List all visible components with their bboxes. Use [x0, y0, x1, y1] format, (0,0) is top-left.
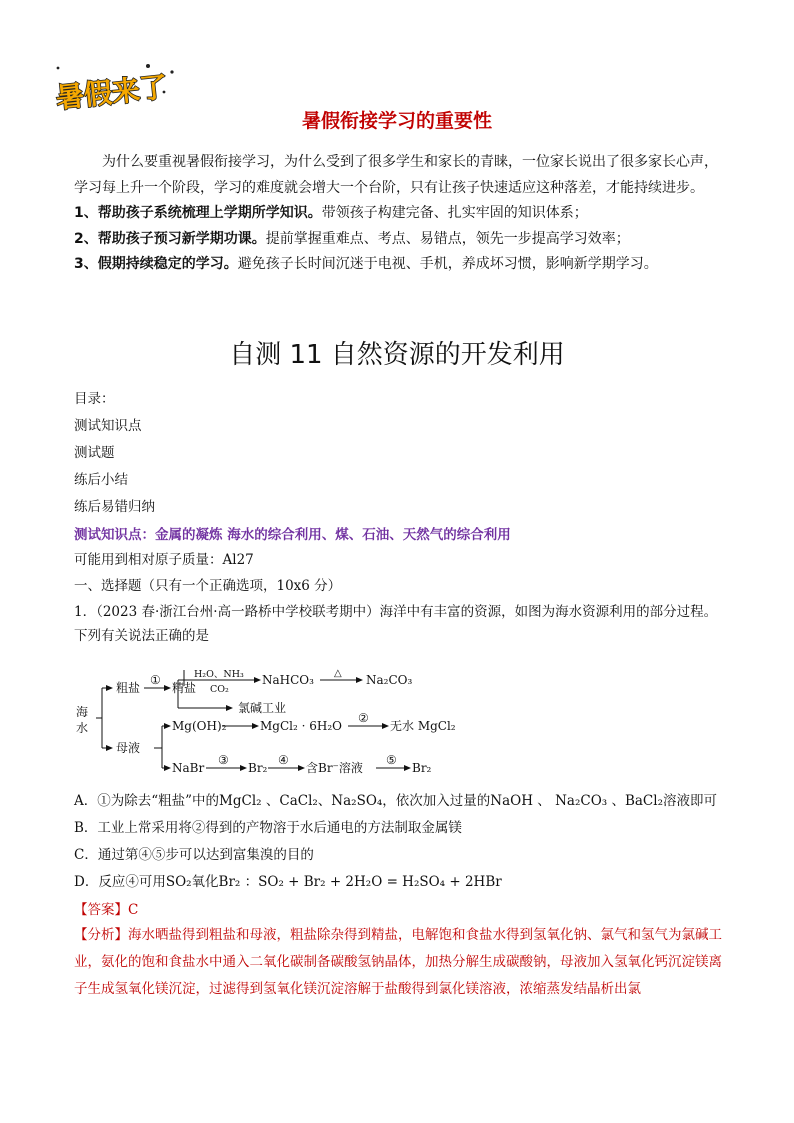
heat-label: △	[334, 668, 342, 679]
chlor-alkali-label: 氯碱工业	[238, 701, 287, 715]
refined-salt-label: 精盐	[172, 681, 197, 695]
answer-options	[74, 788, 734, 896]
analysis-text: 【分析】海水晒盐得到粗盐和母液，粗盐除杂得到精盐，电解饱和食盐水得到氢氧化钠、氯气和氢气为氯碱工业，氨化的饱和食盐水中通入二氧化碳制备碳酸氢钠晶体，加热分解生成碳酸钠，母液加入氢氧化钙沉淀镁离子生成氢氧化镁沉淀，过滤得到氢氧化镁沉淀溶解于盐酸得到氯化镁溶液，浓缩蒸发结晶析出氯	[74, 927, 722, 997]
crude-salt-label: 粗盐	[116, 681, 141, 695]
br2-label: Br₂	[248, 761, 268, 775]
reagents-top-label: H₂O、NH₃	[194, 669, 244, 680]
step-4-label: ④	[278, 753, 289, 767]
option-c: C．通过第④⑤步可以达到富集溴的目的	[74, 847, 314, 863]
intro-point-3: 3、假期持续稳定的学习。避免孩子长时间沉迷于电视、手机，养成坏习惯，影响新学期学习。	[74, 256, 658, 272]
reagents-bottom-label: CO₂	[210, 684, 229, 695]
intro-point-2: 2、帮助孩子预习新学期功课。提前掌握重难点、考点、易错点，领先一步提高学习效率；	[74, 230, 630, 247]
intro-paragraph: 为什么要重视暑假衔接学习，为什么受到了很多学生和家长的青睐，一位家长说出了很多家长心声，学习每上升一个阶段，学习的难度就会增大一个台阶，只有让孩子快速适应这种落差，才能持续进步。	[74, 154, 718, 196]
seawater-label: 水	[76, 721, 89, 735]
page-heading: 暑假衔接学习的重要性	[301, 110, 492, 132]
step-5-label: ⑤	[386, 753, 397, 767]
intro-section	[74, 150, 726, 278]
toc-item: 测试知识点	[74, 418, 142, 434]
svg-text:暑假来了: 暑假来了	[54, 70, 170, 115]
step-3-label: ③	[218, 753, 229, 767]
section-heading: 一、选择题（只有一个正确选项，10x6 分）	[74, 578, 342, 594]
page-title: 自测 11 自然资源的开发利用	[229, 340, 565, 370]
mother-liquor-label: 母液	[116, 741, 141, 755]
table-of-contents	[74, 386, 155, 521]
toc-item: 练后易错归纳	[74, 499, 155, 515]
option-a: A．①为除去“粗盐”中的MgCl₂ 、CaCl₂、Na₂SO₄，依次加入过量的NaOH 、 Na₂CO₃ 、BaCl₂溶液即可	[74, 793, 717, 809]
mgoh2-label: Mg(OH)₂	[172, 719, 227, 733]
step-1-label: ①	[150, 673, 161, 687]
toc-item: 测试题	[74, 445, 115, 461]
anhydrous-mgcl2-label: 无水 MgCl₂	[390, 719, 456, 733]
question-1-line: 下列有关说法正确的是	[74, 628, 209, 644]
br2-product-label: Br₂	[412, 761, 432, 775]
answer-line: 【答案】C	[74, 902, 139, 918]
br-solution-label: 含Br⁻溶液	[306, 761, 363, 775]
toc-item: 练后小结	[74, 472, 128, 488]
question-1-line: 1．（2023 春·浙江台州·高一路桥中学校联考期中）海洋中有丰富的资源，如图为海水资源利用的部分过程。	[74, 604, 718, 620]
mgcl2-hydrate-label: MgCl₂ · 6H₂O	[260, 719, 342, 733]
question-1-text	[74, 600, 734, 648]
toc-heading: 目录：	[74, 391, 115, 407]
option-d: D．反应④可用SO₂氧化Br₂ ：SO₂ + Br₂ + 2H₂O = H₂SO₄ + 2HBr	[74, 874, 502, 890]
step-2-label: ②	[358, 711, 369, 725]
nahco3-label: NaHCO₃	[262, 673, 314, 687]
intro-point-1: 1、帮助孩子系统梳理上学期所学知识。带领孩子构建完备、扎实牢固的知识体系；	[74, 205, 588, 221]
seawater-process-diagram	[70, 668, 470, 780]
na2co3-label: Na₂CO₃	[366, 673, 413, 687]
nabr-label: NaBr	[172, 761, 205, 775]
seawater-label: 海	[76, 705, 89, 719]
option-b: B．工业上常采用将②得到的产物溶于水后通电的方法制取金属镁	[74, 820, 462, 836]
atomic-mass-note: 可能用到相对原子质量：Al27	[74, 552, 254, 568]
knowledge-points: 测试知识点：金属的凝炼 海水的综合利用、煤、石油、天然气的综合利用	[74, 527, 511, 543]
